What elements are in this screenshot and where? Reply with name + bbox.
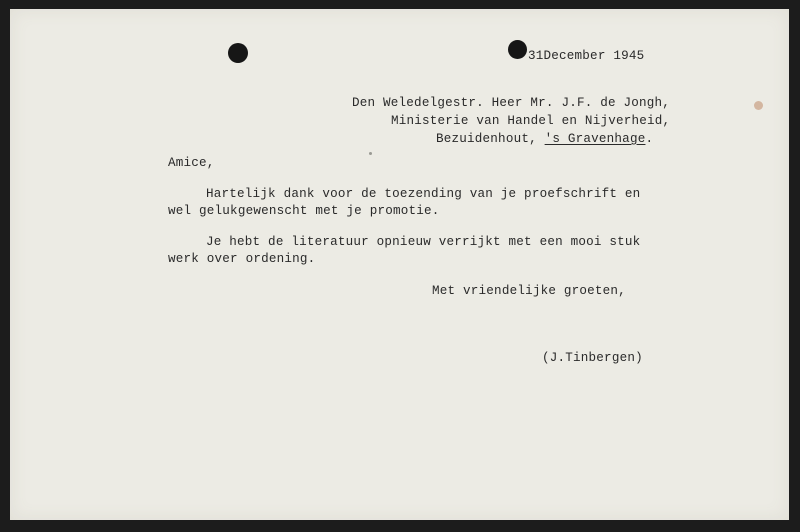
- recipient-address-end: .: [645, 132, 654, 146]
- recipient-name: Den Weledelgestr. Heer Mr. J.F. de Jongh,: [352, 96, 671, 110]
- signature: (J.Tinbergen): [542, 351, 643, 365]
- recipient-organization: Ministerie van Handel en Nijverheid,: [391, 114, 671, 128]
- closing: Met vriendelijke groeten,: [432, 284, 626, 298]
- punch-hole: [228, 43, 248, 63]
- letter-date: 31December 1945: [528, 49, 645, 63]
- recipient-street: Bezuidenhout,: [436, 132, 545, 146]
- letter-page: [10, 9, 789, 520]
- punch-hole: [508, 40, 527, 59]
- paragraph-2-line-1: Je hebt de literatuur opnieuw verrijkt met een mooi stuk: [206, 235, 641, 249]
- paper-stain: [754, 101, 763, 110]
- salutation: Amice,: [168, 156, 215, 170]
- paragraph-1-line-2: wel gelukgewenscht met je promotie.: [168, 204, 440, 218]
- paragraph-2-line-2: werk over ordening.: [168, 252, 316, 266]
- paper-speck: [369, 152, 372, 155]
- recipient-city: 's Gravenhage: [544, 132, 646, 146]
- recipient-address: [436, 133, 653, 146]
- paragraph-1-line-1: Hartelijk dank voor de toezending van je proefschrift en: [206, 187, 641, 201]
